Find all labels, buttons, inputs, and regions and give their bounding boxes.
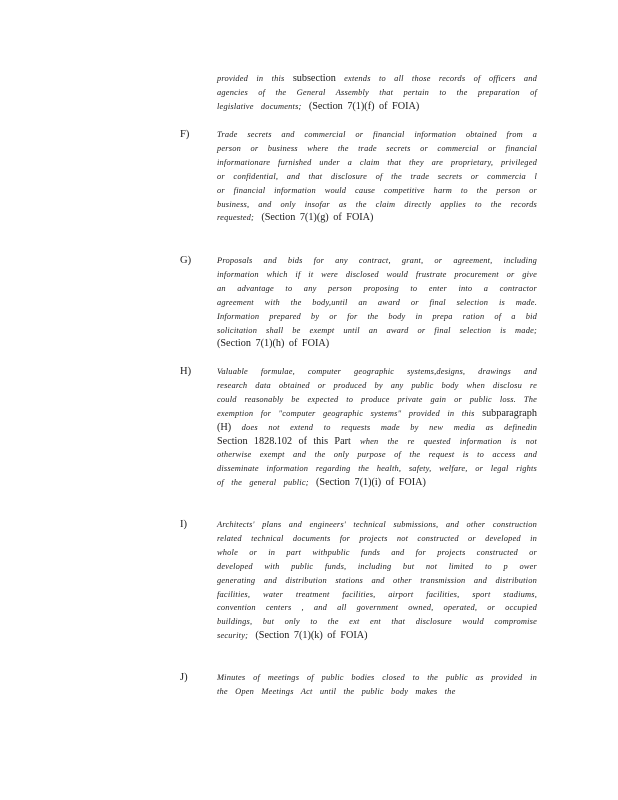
text-run: Valuable formulae, computer geographic systems,designs, drawings and research data obtained or produced by any public body when disclosu re could reasonably be expected to produce private gain or public loss. The exemption for "computer geographic systems" provided in this [217,367,537,418]
text-run: Trade secrets and commercial or financial information obtained from a person or business where the trade secrets or commercial or financial informationare furnished under a claim that they are proprietary, privileged or confidential, and that disclosure of the trade secrets or commercia l or financial information would cause competitive harm to the person or business, and only insofar as the claim directly applies to the records requested; [217,130,537,223]
text-run: Minutes of meetings of public bodies closed to the public as provided in the Open Meetings Act until the public body makes the [217,673,537,696]
citation: (Section 7(1)(f) of FOIA) [308,100,420,112]
item-letter: G) [180,255,192,266]
text-run: Proposals and bids for any contract, grant, or agreement, including information which if it were disclosed would frustrate procurement or give an advantage to any person proposing to enter into a contractor agreement with the body,until an award or final selection is made. Information prepared by or for the body in prepa ration of a bid solicitation shall be exempt until an award or final selection is made; [217,256,537,335]
paragraph-text [217,254,537,351]
item-letter: I) [180,519,187,530]
paragraph-text [217,671,537,699]
text-run: extends to all those records of officers and agencies of the General Assembly that pertain to the preparation of legislative documents; [217,74,538,111]
text-run: when the re quested information is not otherwise exempt and the only purpose of the request is to access and disseminate information regarding the health, safety, welfare, or legal rights of the general public; [217,436,537,488]
text-run: does not extend to requests made by new media as definedin [241,422,537,432]
item-letter: F) [180,129,190,140]
paragraph-text [217,518,537,643]
text-run: subparagraph (H) [217,407,537,433]
text-run: Architects' plans and engineers' technical submissions, and other construction related technical documents for projects not constructed or developed in whole or in part withpublic funds and for projects constructed or developed with public funds, including but not limited to p ower generating and distribution stations and other transmission and distribution facilities, water treatment facilities, airport facilities, sport stadiums, convention centers , and all government owned, operated, or occupied buildings, but only to the ext ent that disclosure would compromise security; [217,520,537,641]
paragraph-text [217,365,537,490]
citation: (Section 7(1)(i) of FOIA) [316,477,426,489]
item-letter: H) [180,366,192,377]
item-letter: J) [180,672,188,683]
paragraph-text [217,128,537,225]
text-run: provided in this [217,74,285,83]
text-run: subsection [292,73,336,84]
text-run: Section 1828.102 of this Part [217,435,351,447]
citation: (Section 7(1)(h) of FOIA) [217,338,330,350]
paragraph-text [217,72,537,114]
citation: (Section 7(1)(k) of FOIA) [255,630,368,642]
citation: (Section 7(1)(g) of FOIA) [261,212,374,224]
